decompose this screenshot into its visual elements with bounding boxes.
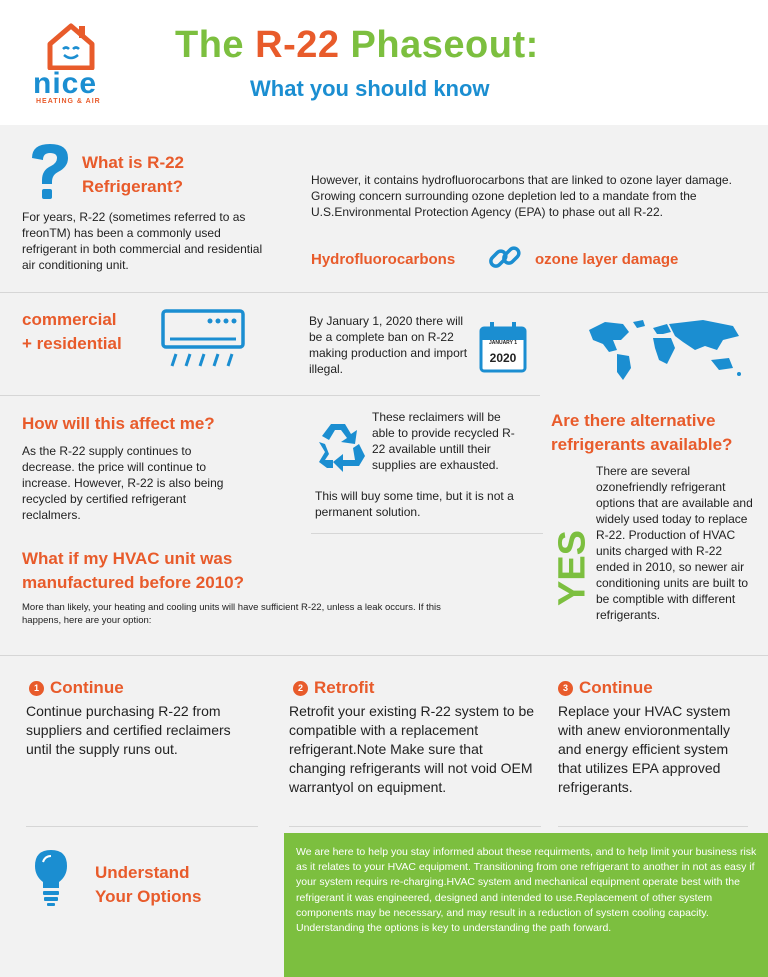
question-mark-icon (24, 140, 76, 202)
option-2-text: Retrofit your existing R-22 system to be compatible with a replacement refrigerant.Note Make sure that changing refrigerants will not void OEM warrantyol on equipment. (289, 703, 535, 795)
lightbulb-icon (33, 848, 69, 908)
recycle-icon (311, 418, 367, 472)
intro-heading: What is R-22 Refrigerant? (82, 153, 185, 196)
recycle-text: These reclaimers will be able to provide recycled R-22 available untill their supplies are exhausted. (372, 410, 515, 472)
footer-info-text: We are here to help you stay informed about these requirments, and to help limit your business risk as it relates to your HVAC equipment. Transitioning from one refrigerant to another in not as easy if your system requirs re-charging.HVAC system and mechanical equipment operate best with the refrigerant it was engineered, designed and intended to use.Replacement of other system components may be necessary, and may result in a reduction of system cooling capacity. Understanding the options is key to understanding the path forward. (296, 846, 757, 935)
option-1-title: 1 Continue (29, 676, 124, 700)
older-units-text: More than likely, your heating and cooling units will have sufficient R-22, unless a leak occurs. If this happens, here are your option: (22, 602, 441, 626)
link-left-label: Hydrofluorocarbons (311, 251, 456, 268)
page-subtitle: What you should know (250, 76, 490, 101)
link-right-label: ozone layer damage (535, 251, 679, 268)
intro-text: For years, R-22 (sometimes referred to as freonTM) has been a commonly used refrigerant in both commercial and residential air conditioning unit. (22, 210, 263, 272)
alternatives-heading: Are there alternative refrigerants available? (551, 411, 733, 454)
temporary-solution-text: This will buy some time, but it is not a permanent solution. (315, 489, 514, 519)
option-3-title: 3 Continue (558, 676, 653, 700)
air-conditioner-icon (160, 308, 246, 370)
world-map-icon (583, 316, 747, 382)
alternatives-text: There are several ozonefriendly refrigerant options that are available and widely used today to replace R-22. Production of HVAC units charged with R-22 ended in 2010, so newer air conditioning units are built to be comptible with different refrigerants. (596, 464, 753, 622)
affect-text: As the R-22 supply continues to decrease. the price will continue to increase. However, R-22 is also being recycled by certified refrigerant reclalmers. (22, 444, 224, 522)
usage-heading: commercial + residential (22, 310, 122, 353)
footer-heading: Understand Your Options (95, 863, 202, 906)
yes-label: YES (551, 529, 594, 607)
affect-heading: How will this affect me? (22, 414, 215, 433)
house-logo-icon (46, 22, 96, 70)
ban-text: By January 1, 2020 there will be a complete ban on R-22 making production and import illegal. (309, 314, 468, 376)
older-units-heading: What if my HVAC unit was manufactured before 2010? (22, 549, 245, 592)
option-2-title: 2 Retrofit (293, 676, 374, 700)
logo-tagline: HEATING & AIR (36, 98, 101, 105)
option-3-text: Replace your HVAC system with anew envioronmentally and energy efficient system that utilizes EPA approved refrigerants. (558, 703, 731, 795)
calendar-month: JANUARY 1 (488, 340, 518, 346)
calendar-icon (478, 320, 528, 374)
logo-name: nice (33, 67, 98, 100)
intro-right-text: However, it contains hydrofluorocarbons that are linked to ozone layer damage. Growing concern surrounding ozone depletion led to a mandate from the U.S.Environmental Protection Agency (EPA) to phase out all R-22. (311, 173, 732, 219)
option-1-text: Continue purchasing R-22 from suppliers and certified reclaimers until the supply runs out. (26, 703, 231, 757)
page-title: The R-22 Phaseout: (175, 24, 539, 66)
chain-link-icon (487, 241, 523, 275)
calendar-year: 2020 (489, 351, 517, 365)
